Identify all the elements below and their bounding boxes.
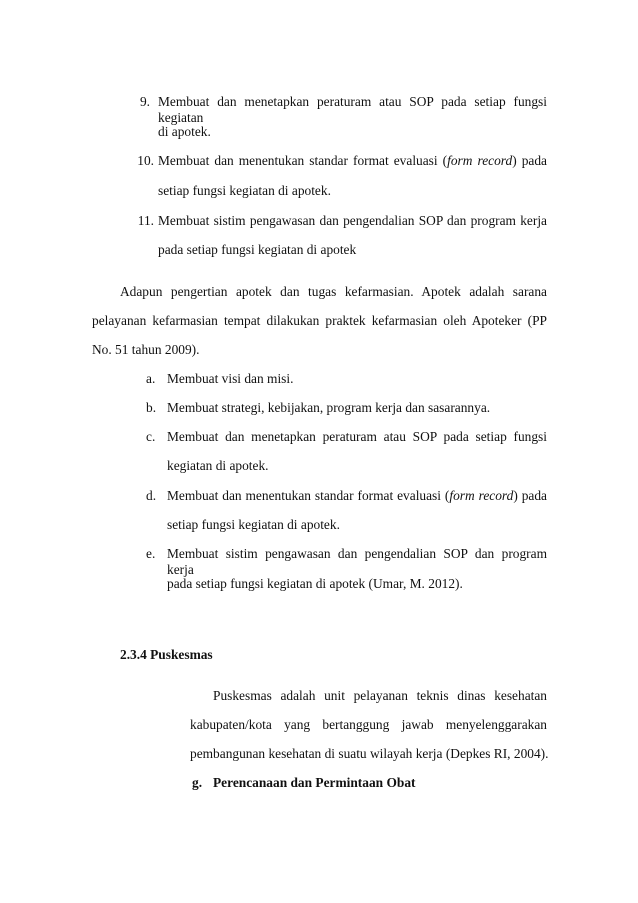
list-text: Membuat dan menentukan standar format evaluasi (form record) pada — [158, 153, 547, 168]
subheading-text: Perencanaan dan Permintaan Obat — [213, 775, 416, 790]
list-text: kegiatan di apotek. — [167, 458, 269, 473]
section-heading: 2.3.4 Puskesmas — [120, 647, 213, 662]
paragraph-line: pembangunan kesehatan di suatu wilayah kerja (Depkes RI, 2004). — [190, 746, 549, 761]
list-letter: d. — [146, 488, 157, 503]
list-text: setiap fungsi kegiatan di apotek. — [158, 183, 331, 198]
list-text: pada setiap fungsi kegiatan di apotek (Umar, M. 2012). — [167, 576, 463, 591]
list-text: setiap fungsi kegiatan di apotek. — [167, 517, 340, 532]
paragraph-line: Puskesmas adalah unit pelayanan teknis dinas kesehatan — [213, 688, 547, 703]
list-text: Membuat sistim pengawasan dan pengendalian SOP dan program kerja — [167, 546, 547, 577]
list-letter: c. — [146, 429, 156, 444]
list-letter: e. — [146, 546, 156, 561]
list-text: pada setiap fungsi kegiatan di apotek — [158, 242, 357, 257]
list-text: Membuat dan menetapkan peraturam atau SOP pada setiap fungsi — [167, 429, 547, 444]
list-text: Membuat sistim pengawasan dan pengendalian SOP dan program kerja — [158, 213, 547, 228]
list-text: Membuat strategi, kebijakan, program kerja dan sasarannya. — [167, 400, 491, 415]
subheading-letter: g. — [192, 775, 203, 790]
list-text: Membuat dan menentukan standar format evaluasi (form record) pada — [167, 488, 547, 503]
paragraph-line: kabupaten/kota yang bertanggung jawab menyelenggarakan — [190, 717, 547, 732]
paragraph-line: No. 51 tahun 2009). — [92, 342, 200, 357]
list-letter: a. — [146, 371, 156, 386]
list-letter: b. — [146, 400, 157, 415]
list-text: Membuat visi dan misi. — [167, 371, 294, 386]
list-text: Membuat dan menetapkan peraturam atau SOP pada setiap fungsi kegiatan — [158, 94, 547, 125]
list-number: 10. — [137, 153, 154, 168]
paragraph-line: Adapun pengertian apotek dan tugas kefarmasian. Apotek adalah sarana — [120, 284, 547, 299]
paragraph-line: pelayanan kefarmasian tempat dilakukan praktek kefarmasian oleh Apoteker (PP — [92, 313, 547, 328]
list-number: 11. — [137, 213, 154, 228]
list-number: 9. — [139, 94, 150, 109]
list-text: di apotek. — [158, 124, 211, 139]
